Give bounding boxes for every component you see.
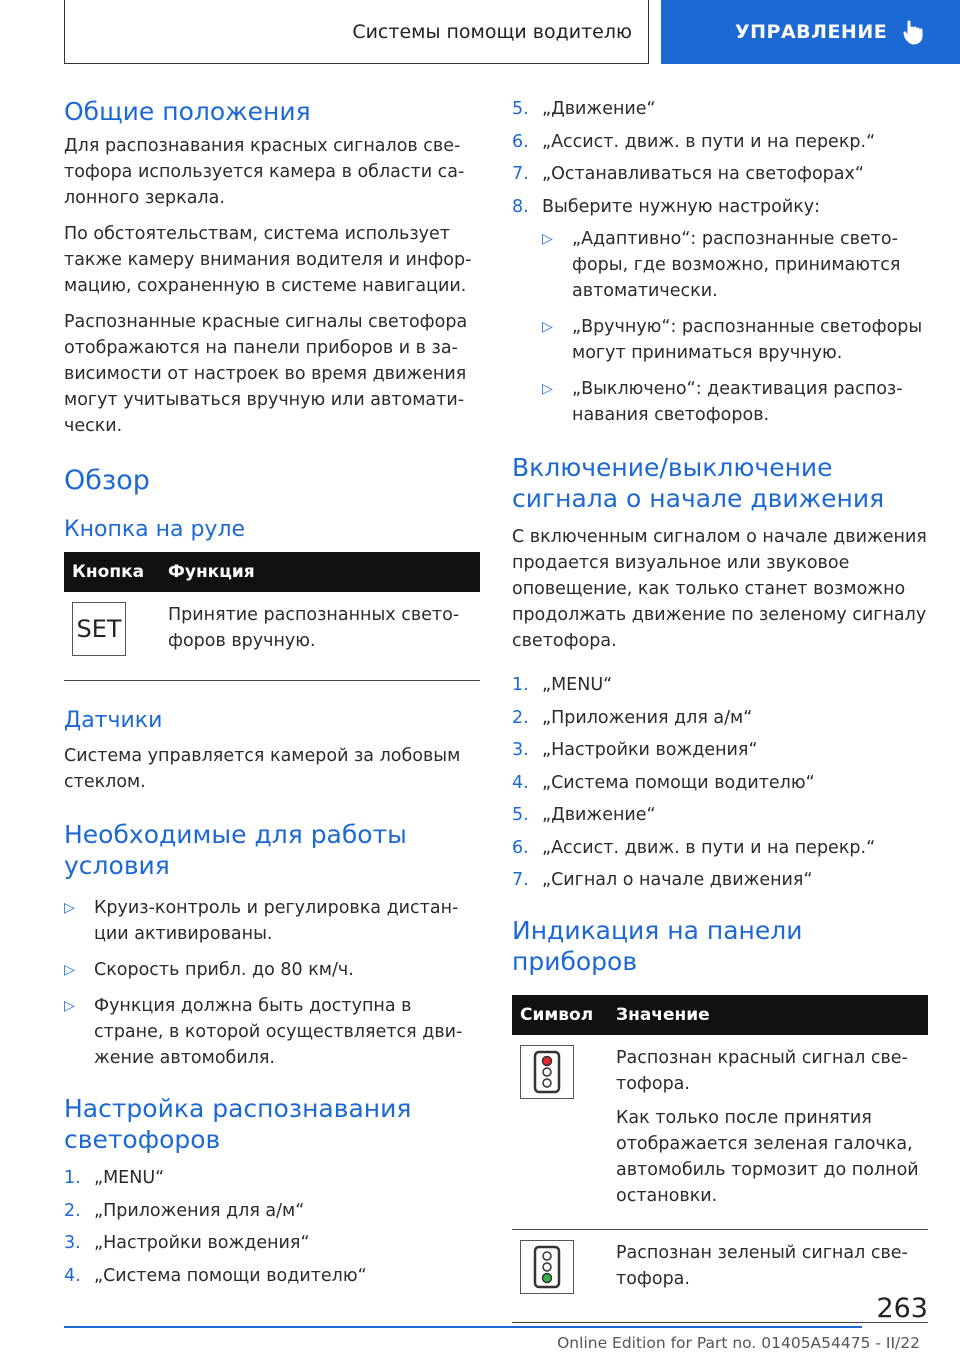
triangle-bullet-icon: ▷ bbox=[64, 962, 75, 978]
table-row bbox=[64, 592, 480, 681]
red-signal-text: Распознан красный сигнал светофора. bbox=[616, 1048, 908, 1094]
list-item: ▷ „Адаптивно“: распознанные светофоры, где возможно, принимаются автоматически. bbox=[542, 226, 928, 304]
list-item: ▷ Функция должна быть доступна в стране, в которой осуществляется движение автомобиля. bbox=[64, 993, 480, 1071]
red-traffic-light-icon bbox=[520, 1045, 574, 1099]
list-item: 4. „Система помощи водителю“ bbox=[512, 772, 815, 793]
list-item: ▷ Круиз-контроль и регулировка дистанции активированы. bbox=[64, 895, 480, 947]
list-item: ▷ „Вручную“: распознанные светофоры могут приниматься вручную. bbox=[542, 314, 928, 366]
heading-conditions: Необходимые для работы условия bbox=[64, 820, 407, 880]
setup-steps bbox=[64, 1165, 480, 1289]
list-item: 2. „Приложения для а/м“ bbox=[64, 1200, 305, 1221]
red-signal-braking-text: Как только после принятия отображается зеленая галочка, автомобиль тормозит до полной остановки. bbox=[616, 1108, 919, 1206]
heading-steering-button: Кнопка на руле bbox=[64, 517, 246, 542]
list-item: 6. „Ассист. движ. в пути и на перекр.“ bbox=[512, 837, 876, 858]
setup-steps-continued bbox=[512, 96, 928, 220]
set-button-label: SET bbox=[76, 615, 122, 643]
list-item: 5. „Движение“ bbox=[512, 805, 656, 825]
heading-overview: Обзор bbox=[64, 465, 150, 496]
list-item: 6. „Ассист. движ. в пути и на перекр.“ bbox=[512, 131, 876, 152]
triangle-bullet-icon: ▷ bbox=[64, 998, 75, 1014]
heading-setup: Настройка распознавания светофоров bbox=[64, 1094, 412, 1154]
list-item: 1. „MENU“ bbox=[512, 675, 613, 695]
set-function-text: Принятие распознанных светофоров вручную. bbox=[160, 592, 480, 681]
heading-instrument-display: Индикация на панели приборов bbox=[512, 916, 803, 976]
general-paragraph-1: Для распознавания красных сигналов светофора используется камера в области салонного зеркала. bbox=[64, 136, 465, 208]
list-item: 7. „Сигнал о начале движения“ bbox=[512, 870, 813, 890]
set-button-icon bbox=[72, 602, 126, 656]
start-signal-steps bbox=[512, 672, 928, 893]
table-header-button: Кнопка bbox=[64, 552, 160, 592]
list-item: 3. „Настройки вождения“ bbox=[64, 1233, 310, 1253]
conditions-list bbox=[64, 895, 480, 1071]
triangle-bullet-icon: ▷ bbox=[542, 319, 553, 335]
list-item: 7. „Останавливаться на светофорах“ bbox=[512, 164, 864, 184]
page-number: 263 bbox=[876, 1293, 928, 1324]
triangle-bullet-icon: ▷ bbox=[64, 900, 75, 916]
green-signal-text: Распознан зеленый сигнал светофора. bbox=[616, 1243, 908, 1289]
edition-info: Online Edition for Part no. 01405A54475 - II/22 bbox=[557, 1334, 920, 1352]
list-item: 4. „Система помощи водителю“ bbox=[64, 1265, 367, 1286]
table-header-meaning: Значение bbox=[608, 995, 928, 1035]
heading-sensors: Датчики bbox=[64, 708, 163, 733]
list-item: 2. „Приложения для а/м“ bbox=[512, 707, 753, 728]
left-column bbox=[64, 96, 480, 1295]
table-row bbox=[512, 1230, 928, 1323]
list-item: 5. „Движение“ bbox=[512, 99, 656, 119]
table-row bbox=[512, 1035, 928, 1230]
hand-pointer-icon bbox=[903, 19, 929, 45]
general-paragraph-3: Распознанные красные сигналы светофора отображаются на панели приборов и в зависимости от настроек во время движения могут учитываться вручную или автоматически. bbox=[64, 312, 468, 436]
table-header-function: Функция bbox=[160, 552, 480, 592]
header-section-title bbox=[64, 0, 649, 64]
heading-general: Общие положения bbox=[64, 97, 311, 126]
triangle-bullet-icon: ▷ bbox=[542, 381, 553, 397]
list-item: ▷ „Выключено“: деактивация распознавания светофоров. bbox=[542, 376, 928, 428]
display-symbols-table bbox=[512, 995, 928, 1323]
heading-start-signal: Включение/выключение сигнала о начале движения bbox=[512, 453, 885, 513]
list-item: 1. „MENU“ bbox=[64, 1168, 165, 1188]
sensors-text: Система управляется камерой за лобовым стеклом. bbox=[64, 746, 461, 792]
setting-options-list bbox=[542, 226, 928, 428]
footer-divider bbox=[64, 1326, 862, 1328]
table-header-symbol: Символ bbox=[512, 995, 608, 1035]
right-column bbox=[512, 96, 928, 1323]
section-title: Системы помощи водителю bbox=[352, 20, 632, 43]
list-item: 8. Выберите нужную настройку: bbox=[512, 196, 821, 217]
start-signal-text: С включенным сигналом о начале движения продается визуальное или звуковое оповещение, как только станет возможно продолжать движение по зеленому сигналу светофора. bbox=[512, 527, 927, 651]
chapter-title: УПРАВЛЕНИЕ bbox=[735, 21, 888, 43]
steering-button-table bbox=[64, 552, 480, 681]
green-traffic-light-icon bbox=[520, 1240, 574, 1294]
list-item: ▷ Скорость прибл. до 80 км/ч. bbox=[64, 957, 480, 983]
triangle-bullet-icon: ▷ bbox=[542, 231, 553, 247]
list-item: 3. „Настройки вождения“ bbox=[512, 740, 758, 760]
general-paragraph-2: По обстоятельствам, система использует также камеру внимания водителя и информацию, сохраненную в системе навигации. bbox=[64, 224, 472, 296]
header-chapter-tab[interactable] bbox=[661, 0, 960, 64]
